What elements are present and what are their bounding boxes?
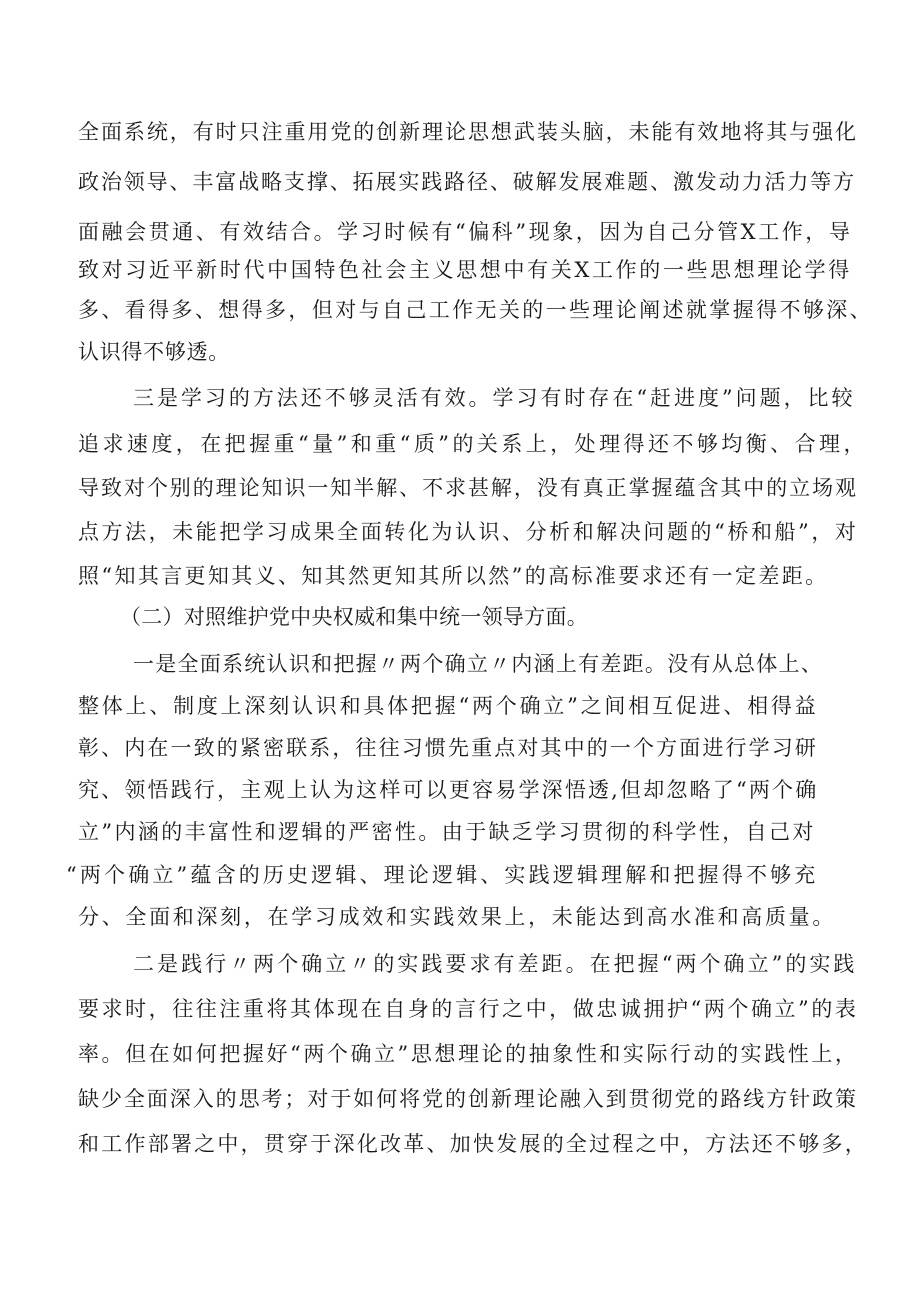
paragraph-1-line-2: 政治领导、丰富战略支撑、拓展实践路径、破解发展难题、激发动力活力等方 [78,170,856,194]
paragraph-4-line-3: 率。但在如何把握好“两个确立”思想理论的抽象性和实际行动的实践性上， [78,1042,859,1066]
paragraph-2-line-3: 导致对个别的理论知识一知半解、不求甚解，没有真正掌握蕴含其中的立场观 [78,476,858,500]
paragraph-2-line-2: 追求速度，在把握重“量”和重“质”的关系上，处理得还不够均衡、合理， [78,432,868,456]
paragraph-4-line-4: 缺少全面深入的思考；对于如何将党的创新理论融入到贯彻党的路线方针政策 [78,1087,858,1111]
paragraph-1-line-4: 致对习近平新时代中国特色社会主义思想中有关X工作的一些思想理论学得 [78,258,852,282]
paragraph-4-line-1: 二是践行〃两个确立〃的实践要求有差距。在把握“两个确立”的实践 [133,952,858,976]
paragraph-2-line-5: 照“知其言更知其义、知其然更知其所以然”的高标准要求还有一定差距。 [78,564,829,588]
paragraph-3-line-7: 分、全面和深刻，在学习成效和实践效果上，未能达到高水准和高质量。 [78,905,837,929]
section-heading: （二）对照维护党中央权威和集中统一领导方面。 [120,605,589,629]
paragraph-3-line-1: 一是全面系统认识和把握〃两个确立〃内涵上有差距。没有从总体上、 [133,652,823,676]
paragraph-3-line-4: 究、领悟践行，主观上认为这样可以更容易学深悟透,但却忽略了“两个确 [78,778,819,802]
paragraph-1-line-1: 全面系统，有时只注重用党的创新理论思想武装头脑，未能有效地将其与强化 [78,120,858,144]
paragraph-1-line-6: 认识得不够透。 [78,340,230,364]
paragraph-4-line-5: 和工作部署之中，贯穿于深化改革、加快发展的全过程之中，方法还不够多， [78,1132,868,1156]
paragraph-1-line-3: 面融会贯通、有效结合。学习时候有“偏科”现象，因为自己分管X工作，导 [78,220,853,244]
paragraph-2-line-1: 三是学习的方法还不够灵活有效。学习有时存在“赶进度”问题，比较 [133,386,856,410]
paragraph-3-line-3: 彰、内在一致的紧密联系，往往习惯先重点对其中的一个方面进行学习研 [78,736,818,760]
paragraph-1-line-5: 多、看得多、想得多，但对与自己工作无关的一些理论阐述就掌握得不够深、 [78,298,873,322]
paragraph-4-line-2: 要求时，往往注重将其体现在自身的言行之中，做忠诚拥护“两个确立”的表 [78,997,859,1021]
paragraph-3-line-2: 整体上、制度上深刻认识和具体把握“两个确立”之间相互促进、相得益 [78,694,819,718]
paragraph-3-line-6: “两个确立”蕴含的历史逻辑、理论逻辑、实践逻辑理解和把握得不够充 [66,863,819,887]
paragraph-2-line-4: 点方法，未能把学习成果全面转化为认识、分析和解决问题的“桥和船”，对 [78,520,859,544]
paragraph-3-line-5: 立”内涵的丰富性和逻辑的严密性。由于缺乏学习贯彻的科学性，自己对 [78,820,816,844]
